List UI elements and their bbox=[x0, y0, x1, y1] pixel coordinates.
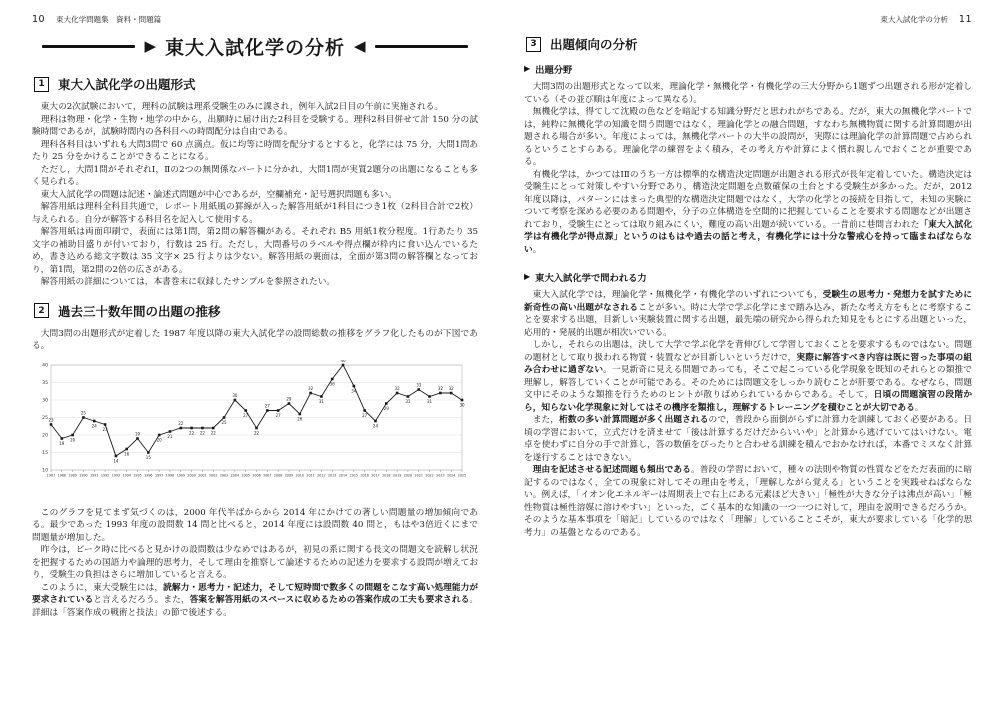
questions-trend-chart bbox=[34, 360, 478, 500]
svg-text:2020: 2020 bbox=[403, 472, 413, 477]
svg-text:32: 32 bbox=[308, 385, 314, 391]
svg-text:1995: 1995 bbox=[133, 472, 142, 477]
paragraph: ただし，大問1問がそれぞれⅠ，Ⅱの2つの無関係なパートに分かれ，大問1問が実質2題分の出題になることも多く見られる。 bbox=[32, 164, 478, 187]
title-rule-left bbox=[42, 45, 135, 49]
subsection-skills-heading bbox=[524, 270, 972, 284]
svg-text:2018: 2018 bbox=[382, 472, 391, 477]
svg-text:2019: 2019 bbox=[392, 472, 402, 477]
svg-text:40: 40 bbox=[42, 363, 48, 369]
svg-text:2002: 2002 bbox=[209, 472, 218, 477]
paragraph: 理科各科目はいずれも大問3問で 60 点満点。仮に均等に時間を配分するとすると，化学には 75 分，大問1問あたり 25 分をかけることができることになる。 bbox=[32, 139, 478, 162]
paragraph: 大問3問の出題形式が定着した 1987 年度以降の東大入試化学の設問総数の推移をグラフ化したものが下図である。 bbox=[32, 328, 478, 351]
svg-text:2013: 2013 bbox=[328, 472, 337, 477]
svg-text:2014: 2014 bbox=[338, 472, 348, 477]
svg-text:22: 22 bbox=[189, 430, 195, 436]
subsection-skills-title: 東大入試化学で問われる力 bbox=[535, 273, 647, 284]
svg-text:1993: 1993 bbox=[111, 472, 121, 477]
svg-text:2003: 2003 bbox=[219, 472, 229, 477]
svg-text:21: 21 bbox=[167, 433, 173, 439]
svg-text:2000: 2000 bbox=[187, 472, 196, 477]
trend-line-chart-svg bbox=[34, 360, 470, 496]
section-2-discussion bbox=[32, 507, 478, 620]
left-page-number: 10 bbox=[32, 14, 46, 25]
svg-text:1989: 1989 bbox=[68, 472, 77, 477]
svg-text:1998: 1998 bbox=[165, 472, 175, 477]
svg-text:1987: 1987 bbox=[46, 472, 56, 477]
svg-text:2024: 2024 bbox=[446, 472, 456, 477]
svg-text:1997: 1997 bbox=[154, 472, 164, 477]
left-running-title: 東大化学問題集 資料・問題篇 bbox=[56, 15, 162, 24]
paragraph: 有機化学は，かつてはⅠⅡのうち一方は標準的な構造決定問題が出題される形式が長年定着していた。構造決定は受験生にとって対策しやすい分野であり，構造決定問題を点数確保の土台とする受験生が多かった。だが，2012 年度以降は，パターンにはまった典型的な構造決定問題ではなく，大学の化学との接続を目指して，未知の実験について考察を深める必要のある問題や，分子の立体構造を空間的に把握していることを要求する問題などが出題されており，受験生にとっては取り組みにくい，難度の高い出題が続いている。一昔前に巷間言われた「東大入試化学は有機化学が得点源」というのはもはや過去の話と考え，有機化学には十分な警戒心を持って臨まねばならない。 bbox=[524, 169, 973, 255]
subsection-fields-heading bbox=[524, 62, 972, 76]
svg-text:27: 27 bbox=[362, 412, 368, 418]
svg-text:32: 32 bbox=[394, 385, 400, 391]
section-3-title: 出題傾向の分析 bbox=[550, 37, 638, 52]
svg-text:31: 31 bbox=[427, 398, 433, 404]
svg-text:24: 24 bbox=[91, 423, 97, 429]
right-page-number: 11 bbox=[958, 14, 972, 25]
svg-text:2004: 2004 bbox=[230, 472, 240, 477]
left-page bbox=[32, 14, 478, 619]
paragraph: 東大入試化学の問題は記述・論述式問題が中心であるが，空欄補充・記号選択問題も多い。 bbox=[40, 189, 397, 200]
svg-text:40: 40 bbox=[340, 359, 346, 363]
svg-text:32: 32 bbox=[448, 385, 454, 391]
right-triangle-icon: ▶ bbox=[144, 37, 156, 55]
section-2-intro bbox=[32, 328, 478, 353]
svg-text:27: 27 bbox=[243, 412, 249, 418]
svg-text:2010: 2010 bbox=[295, 472, 304, 477]
svg-text:15: 15 bbox=[145, 454, 151, 460]
paragraph: 昨今は，ピーク時に比べると見かけの設問数は少なめではあるが，初見の系に関する長文の問題文を読解し状況を把握するための国語力や論理的思考力，そして理由を推察して論述するための記述力を要求する設問が増えており，受験生の負担はさらに増加していると言える。 bbox=[32, 545, 478, 580]
paragraph: 大問3問の出題形式となって以来，理論化学・無機化学・有機化学の三大分野から1題ずつ出題される形が定着している（その並び順は年度によって異なる）。 bbox=[524, 82, 972, 105]
svg-text:2021: 2021 bbox=[414, 472, 423, 477]
section-2-heading bbox=[34, 302, 478, 320]
paragraph: このように，東大受験生には，読解力・思考力・記述力，そして短時間で数多くの問題をこなす高い処理能力が要求されていると言えるだろう。また，答案を解答用紙のスペースに収めるための答案作成の工夫も要求される。詳細は「答案作成の戦術と技法」の節で後述する。 bbox=[32, 582, 479, 618]
right-triangle-bullet-icon: ▶ bbox=[524, 64, 531, 73]
section-3-heading bbox=[526, 35, 972, 53]
svg-text:2015: 2015 bbox=[349, 472, 359, 477]
paragraph: 無機化学は，得てして沈殿の色などを暗記する知識分野だと思われがちである。だが，東大の無機化学パートでは，純粋に無機化学の知識を問う問題ではなく，理論化学との融合問題，すなわち無機物質に関する計算問題が出題される場合が多い。年度によっては，無機化学パートの大半の設問が，実際には理論化学の計算問題で占められるということすらある。理論化学の練習をよく積み，その考え方や計算によく慣れ親しんでおくことが重要である。 bbox=[524, 107, 972, 167]
svg-text:30: 30 bbox=[232, 392, 238, 398]
section-3-number-box: 3 bbox=[526, 37, 541, 52]
svg-text:10: 10 bbox=[42, 468, 48, 474]
paragraph: 解答用紙の詳細については，本書巻末に収録したサンプルを参照されたい。 bbox=[40, 277, 336, 287]
svg-text:1996: 1996 bbox=[144, 472, 153, 477]
right-running-title: 東大入試化学の分析 bbox=[880, 15, 948, 24]
section-1-number-box: 1 bbox=[34, 77, 49, 92]
svg-text:14: 14 bbox=[113, 458, 119, 464]
svg-text:29: 29 bbox=[383, 405, 389, 411]
svg-text:2011: 2011 bbox=[306, 472, 315, 477]
svg-text:30: 30 bbox=[42, 398, 48, 404]
svg-text:2007: 2007 bbox=[263, 472, 272, 477]
subsection-skills-body bbox=[524, 289, 972, 539]
right-page bbox=[524, 14, 972, 539]
svg-text:2009: 2009 bbox=[284, 472, 294, 477]
left-triangle-icon: ◀ bbox=[354, 37, 366, 55]
svg-text:2006: 2006 bbox=[252, 472, 261, 477]
section-1-body bbox=[32, 101, 478, 289]
svg-text:1988: 1988 bbox=[57, 472, 67, 477]
svg-text:32: 32 bbox=[437, 385, 443, 391]
svg-text:1994: 1994 bbox=[122, 472, 131, 477]
svg-text:1990: 1990 bbox=[79, 472, 88, 477]
svg-text:25: 25 bbox=[42, 415, 48, 421]
subsection-fields-body bbox=[524, 81, 972, 256]
svg-text:19: 19 bbox=[134, 431, 141, 436]
right-running-header bbox=[524, 14, 972, 25]
subsection-fields-title: 出題分野 bbox=[535, 65, 573, 76]
svg-text:2022: 2022 bbox=[425, 472, 434, 477]
section-2-title: 過去三十数年間の出題の推移 bbox=[58, 303, 221, 319]
svg-text:25: 25 bbox=[80, 410, 86, 415]
svg-text:30: 30 bbox=[459, 402, 465, 408]
left-running-header bbox=[32, 14, 478, 25]
main-title-row bbox=[32, 33, 478, 60]
paragraph: 東大入試化学では，理論化学・無機化学・有機化学のいずれについても，受験生の思考力・発想力を試すために新奇性の高い出題がなされることが多い。時に大学で学ぶ化学にまで踏み込み，新たな考え方をもとに考察することを要求する出題，目新しい実験装置に関する出題，最先端の研究から得られた知見をもとにする出題といった，応用的・発展的出題が相次いでいる。 bbox=[524, 290, 973, 338]
svg-text:23: 23 bbox=[102, 426, 108, 432]
svg-text:22: 22 bbox=[253, 430, 260, 436]
section-1-title: 東大入試化学の出題形式 bbox=[58, 77, 196, 92]
paragraph: 解答用紙は理科全科目共通で，レポート用紙風の罫線が入った解答用紙が1科目につき1枚（2科目合計で2枚）与えられる。自分が解答する科目名を記入して使用する。 bbox=[32, 202, 478, 225]
svg-text:1991: 1991 bbox=[90, 472, 99, 477]
svg-text:25: 25 bbox=[221, 419, 227, 425]
svg-text:20: 20 bbox=[156, 437, 162, 443]
svg-text:31: 31 bbox=[318, 398, 324, 404]
svg-text:35: 35 bbox=[42, 380, 48, 386]
main-title-text: 東大入試化学の分析 bbox=[164, 37, 345, 59]
svg-text:1992: 1992 bbox=[100, 472, 110, 477]
svg-text:22: 22 bbox=[199, 430, 205, 436]
svg-text:2012: 2012 bbox=[317, 472, 326, 477]
svg-text:27: 27 bbox=[275, 412, 281, 418]
svg-text:27: 27 bbox=[264, 403, 270, 408]
svg-text:22: 22 bbox=[178, 420, 184, 426]
svg-text:2023: 2023 bbox=[436, 472, 445, 477]
svg-text:16: 16 bbox=[124, 451, 130, 457]
svg-text:26: 26 bbox=[297, 416, 303, 422]
paragraph: また，桁数の多い計算問題が多く出題されるので，普段から面倒がらずに計算力を訓練しておく必要がある。日頃の学習において，立式だけを済ませて「後は計算するだけだからいいや」と計算から逃げていてはいけない。電卓を使わずに自分の手で計算し，答の数値をぴったりと合わせる訓練を積んでおかなければ，本番でミスなく計算を遂行することはできない。 bbox=[524, 415, 973, 463]
section-1-heading bbox=[34, 75, 478, 93]
svg-text:31: 31 bbox=[405, 398, 411, 404]
svg-text:1999: 1999 bbox=[176, 472, 185, 477]
svg-text:2001: 2001 bbox=[198, 472, 207, 477]
svg-text:29: 29 bbox=[286, 396, 292, 401]
svg-text:2017: 2017 bbox=[371, 472, 380, 477]
svg-text:2005: 2005 bbox=[241, 472, 250, 477]
paragraph: 東大の2次試験において，理科の試験は理系受験生のみに課され，例年入試2日目の午前に実施される。 bbox=[40, 102, 444, 112]
right-triangle-bullet-icon: ▶ bbox=[524, 272, 531, 281]
svg-text:2016: 2016 bbox=[360, 472, 369, 477]
svg-text:23: 23 bbox=[48, 417, 54, 422]
paragraph: 理科は物理・化学・生物・地学の中から，出願時に届け出た2科目を受験する。理科2科目併せて計 150 分の試験時間であるが，試験時間内の各科目への時間配分は自由である。 bbox=[32, 114, 478, 137]
svg-text:20: 20 bbox=[42, 433, 48, 439]
section-2-number-box: 2 bbox=[34, 303, 49, 318]
title-rule-right bbox=[375, 45, 468, 49]
paragraph: このグラフを見てまず気づくのは，2000 年代半ばからから 2014 年にかけての著しい問題量の増加傾向である。最少であった 1993 年度の設問数 14 問と比べると，2014 年度には設問数 40 問と，もはや3倍近くにまで問題量が増加した。 bbox=[32, 507, 478, 543]
svg-text:36: 36 bbox=[329, 381, 335, 387]
svg-text:2025: 2025 bbox=[457, 472, 467, 477]
svg-text:20: 20 bbox=[70, 437, 76, 443]
svg-text:15: 15 bbox=[42, 450, 48, 456]
paragraph: 理由を記述させる記述問題も頻出である。普段の学習において，種々の法則や物質の性質などをただ表面的に暗記するのではなく，全ての現象に対してその理由を考え，「理解しながら覚える」ということを実践せねばならない。例えば，「イオン化エネルギーは周期表上で右上にある元素ほど大きい」「極性が大きな分子は沸点が高い」「極性物質は極性溶媒に溶けやすい」といった，ごく基本的な知識の一つ一つに対して，理由を説明できるだろうか。そのような基本事項を「暗記」しているのではなく「理解」していることこそが，東大が要求している「化学的思考力」の基盤となるのである。 bbox=[524, 465, 973, 538]
svg-text:24: 24 bbox=[372, 423, 379, 429]
paragraph: 解答用紙は両面印刷で，表面には第1問，第2問の解答欄がある。それぞれ B5 用紙1枚分程度。1行あたり 35 文字の補助目盛りが付いており，行数は 25 行。ただし，大問番号のラベルや得点欄が枠内に食い込んでいるため，書き込める総文字数は 35 文字× 25 行よりは少ない。解答用紙の裏面は，全面が第3問の解答欄となっており，第1問，第2問の2倍の広さがある。 bbox=[32, 227, 478, 275]
svg-text:22: 22 bbox=[210, 430, 216, 436]
svg-text:33: 33 bbox=[416, 382, 422, 387]
svg-text:34: 34 bbox=[351, 388, 357, 394]
svg-text:19: 19 bbox=[59, 440, 65, 446]
paragraph: しかし，それらの出題は，決して大学で学ぶ化学を背伸びして学習しておくことを要求するものではない。問題の題材として取り扱われる物質・装置などが目新しいというだけで，実際に解答すべき内容は既に習った事項の組み合わせに過ぎない。一見新奇に見える問題であっても，そこで起こっている化学現象を既知のそれらとの類推で理解し，解答していくことが可能である。そのためには問題文をしっかり読むことが肝要である。なぜなら，問題文中にそのような類推を行うためのヒントが散りばめられているからである。そして，日頃の問題演習の段階から，知らない化学現象に対してはその機序を類推し，理解するトレーニングを積むことが大切である。 bbox=[524, 340, 973, 413]
svg-text:2008: 2008 bbox=[273, 472, 283, 477]
